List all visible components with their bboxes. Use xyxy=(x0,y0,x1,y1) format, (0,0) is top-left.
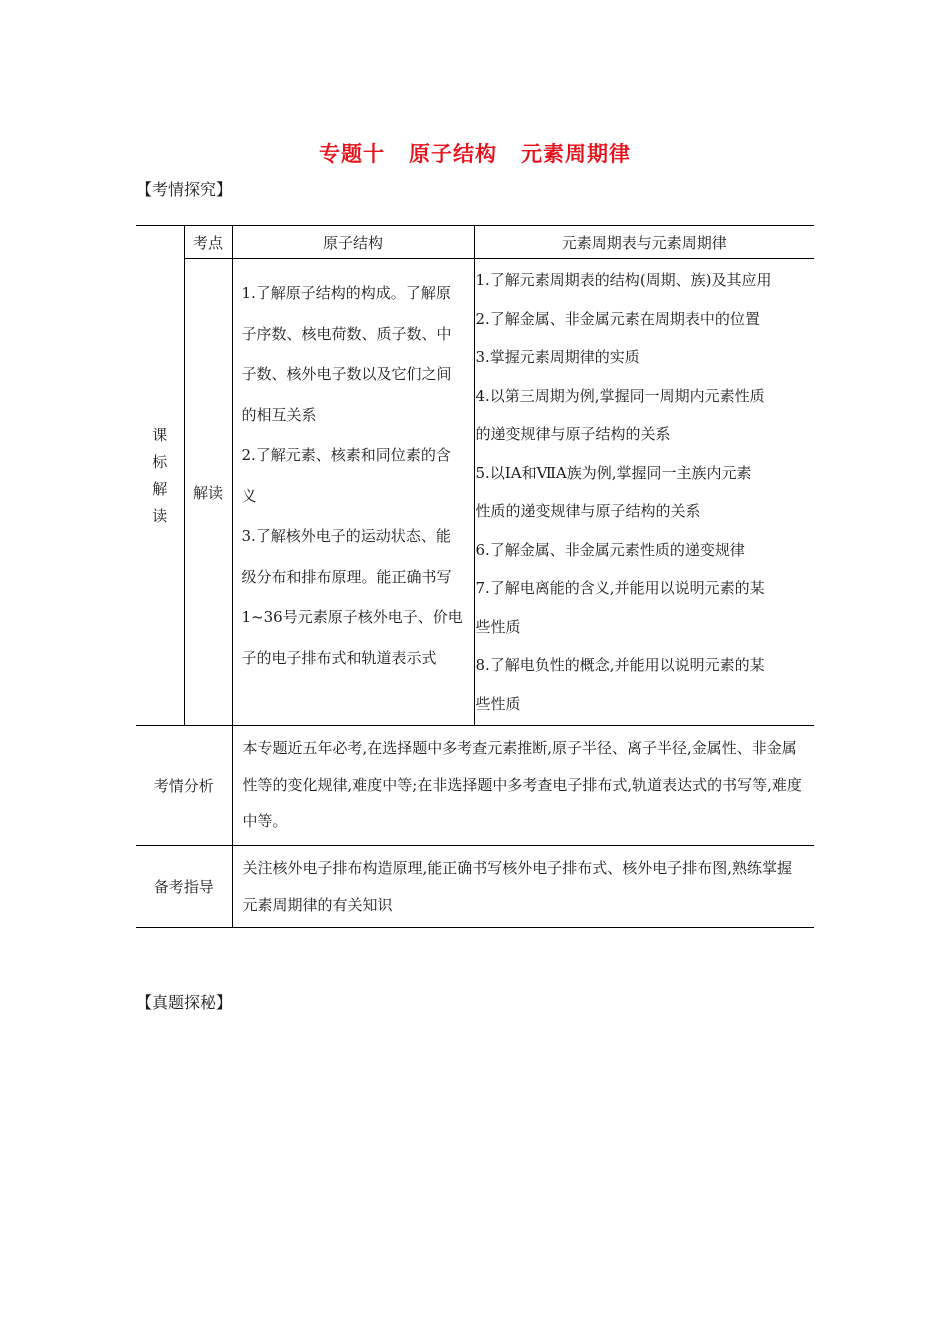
atomic-structure-content xyxy=(232,259,474,726)
periodic-law-line: 6.了解金属、非金属元素性质的递变规律 xyxy=(475,540,745,559)
kebiao-jiedu-cell xyxy=(136,226,184,726)
column-header-atomic-structure: 原子结构 xyxy=(232,226,474,259)
title-topic-periodic: 元素周期律 xyxy=(521,142,631,166)
periodic-law-line: 7.了解电离能的含义,并能用以说明元素的某 xyxy=(475,579,765,597)
jiedu-label: 解读 xyxy=(184,259,232,726)
kaodian-header: 考点 xyxy=(184,226,232,259)
guide-text: 关注核外电子排布构造原理,能正确书写核外电子排布式、核外电子排布图,熟练掌握元素周期律的有关知识 xyxy=(232,846,814,928)
periodic-law-line: 4.以第三周期为例,掌握同一周期内元素性质 xyxy=(475,386,765,405)
periodic-law-line: 1.了解元素周期表的结构(周期、族)及其应用 xyxy=(475,271,772,289)
periodic-law-line: 些性质 xyxy=(475,694,521,713)
periodic-law-line: 的递变规律与原子结构的关系 xyxy=(475,425,671,443)
analysis-label: 考情分析 xyxy=(136,726,232,846)
periodic-law-line: 些性质 xyxy=(475,617,521,636)
page-title xyxy=(0,138,950,168)
periodic-law-line: 5.以ⅠA和ⅦA族为例,掌握同一主族内元素 xyxy=(475,463,752,482)
periodic-law-line: 8.了解电负性的概念,并能用以说明元素的某 xyxy=(475,656,765,674)
periodic-law-line: 性质的递变规律与原子结构的关系 xyxy=(475,502,701,520)
curriculum-table xyxy=(136,225,814,928)
guide-label: 备考指导 xyxy=(136,846,232,928)
title-topic-number: 专题十 xyxy=(319,142,385,166)
kebiao-jiedu-label: 课标解读 xyxy=(152,425,168,525)
title-topic-atomic: 原子结构 xyxy=(409,142,497,166)
periodic-law-line: 2.了解金属、非金属元素在周期表中的位置 xyxy=(475,309,760,328)
section-heading-exam-analysis: 【考情探究】 xyxy=(136,180,233,199)
section-heading-real-questions: 【真题探秘】 xyxy=(136,993,233,1012)
periodic-law-line: 3.掌握元素周期律的实质 xyxy=(475,348,640,366)
periodic-law-content xyxy=(474,259,814,726)
column-header-periodic-law: 元素周期表与元素周期律 xyxy=(474,226,814,259)
analysis-text: 本专题近五年必考,在选择题中多考查元素推断,原子半径、离子半径,金属性、非金属性等的变化规律,难度中等;在非选择题中多考查电子排布式,轨道表达式的书写等,难度中等。 xyxy=(232,726,814,846)
atomic-structure-text: 1.了解原子结构的构成。了解原子序数、核电荷数、质子数、中子数、核外电子数以及它们之间的相互关系 2.了解元素、核素和同位素的含义 3.了解核外电子的运动状态、能级分布和排布原理。能正确书写1~36号元素原子核外电子、价电子的电子排布式和轨道表示式 xyxy=(241,284,463,667)
